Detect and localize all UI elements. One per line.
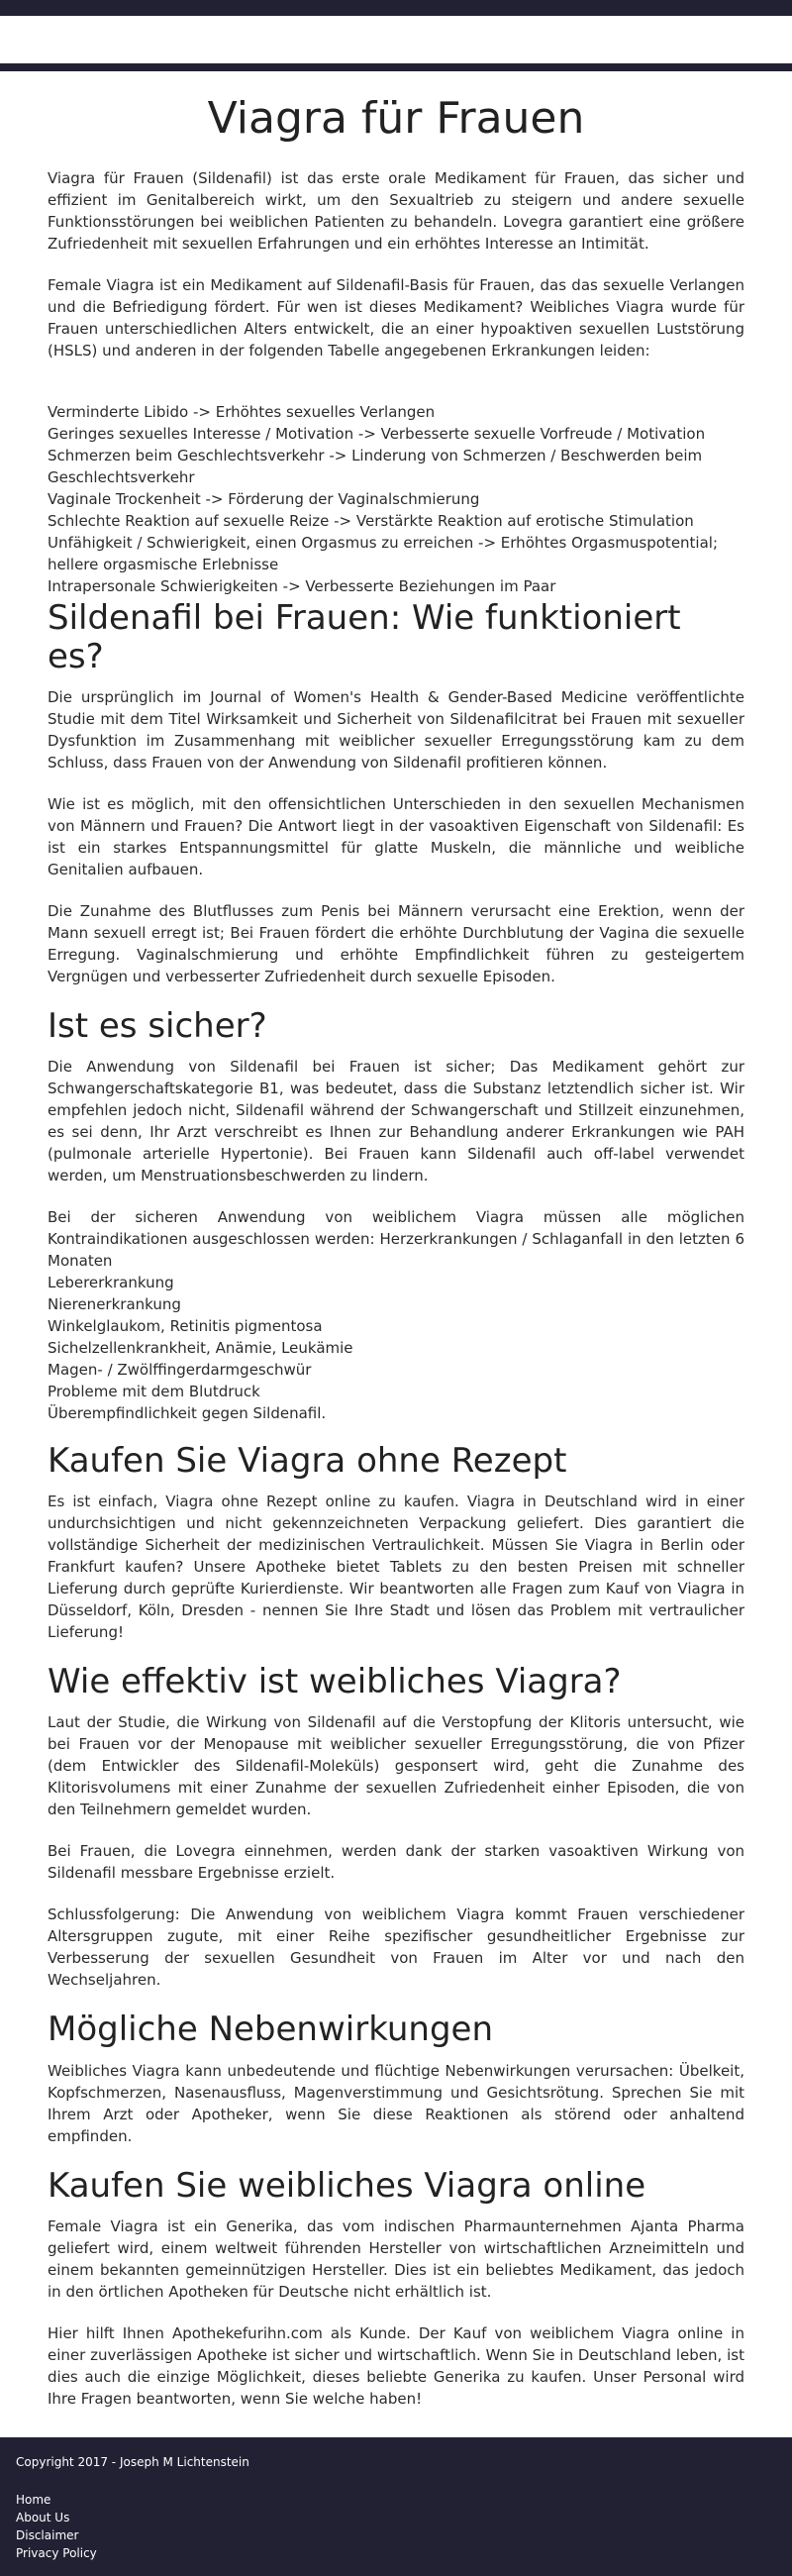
condition-item: Unfähigkeit / Schwierigkeit, einen Orgasmus zu erreichen -> Erhöhtes Orgasmuspotential; hellere orgasmische Erlebnisse xyxy=(48,534,719,573)
section-heading-buy-without-prescription: Kaufen Sie Viagra ohne Rezept xyxy=(48,1441,567,1482)
condition-item: Intrapersonale Schwierigkeiten -> Verbesserte Beziehungen im Paar xyxy=(48,577,556,595)
intro-paragraph: Viagra für Frauen (Sildenafil) ist das erste orale Medikament für Frauen, das sicher und effizient im Genitalbereich wirkt, um den Sexualtrieb zu steigern und andere sexuelle Funktionsstörungen bei weiblichen Patienten zu behandeln. Lovegra garantiert eine größere Zufriedenheit mit sexuellen Erfahrungen und ein erhöhtes Interesse an Intimität. xyxy=(48,169,744,253)
footer-link-privacy-policy[interactable]: Privacy Policy xyxy=(16,2545,97,2560)
section-paragraph: Die ursprünglich im Journal of Women's Health & Gender-Based Medicine veröffentlichte Studie mit dem Titel Wirksamkeit und Sicherheit von Sildenafilcitrat bei Frauen mit sexueller Dysfunktion im Zusammenhang mit weiblicher sexueller Erregungsstörung kam zu dem Schluss, dass Frauen von der Anwendung von Sildenafil profitieren können. xyxy=(48,688,744,773)
contraindications-list xyxy=(48,1206,744,1424)
conditions-list xyxy=(48,401,744,597)
section-paragraph: Schlussfolgerung: Die Anwendung von weiblichem Viagra kommt Frauen verschiedener Altersgruppen zugute, mit einer Reihe spezifischer gesundheitlicher Ergebnisse zur Verbesserung der sexuellen Gesundheit von Frauen im Alter vor und nach den Wechseljahren. xyxy=(48,1906,744,1990)
section-heading-side-effects: Mögliche Nebenwirkungen xyxy=(48,2009,494,2050)
top-bar xyxy=(0,0,792,16)
section-paragraph: Es ist einfach, Viagra ohne Rezept online zu kaufen. Viagra in Deutschland wird in einer undurchsichtigen und nicht gekennzeichneten Verpackung geliefert. Dies garantiert die vollständige Sicherheit der medizinischen Vertraulichkeit. Müssen Sie Viagra in Berlin oder Frankfurt kaufen? Unsere Apotheke bietet Tablets zu den besten Preisen mit schneller Lieferung durch geprüfte Kurierdienste. Wir beantworten alle Fragen zum Kauf von Viagra in Düsseldorf, Köln, Dresden - nennen Sie Ihre Stadt und lösen das Problem mit vertraulicher Lieferung! xyxy=(48,1493,744,1642)
section-paragraph: Bei Frauen, die Lovegra einnehmen, werden dank der starken vasoaktiven Wirkung von Sildenafil messbare Ergebnisse erzielt. xyxy=(48,1842,744,1883)
contraindication-item: Probleme mit dem Blutdruck xyxy=(48,1383,260,1401)
header-divider xyxy=(0,63,792,71)
section-heading-buy-online: Kaufen Sie weibliches Viagra online xyxy=(48,2165,646,2206)
footer-link-home[interactable]: Home xyxy=(16,2492,51,2507)
site-footer xyxy=(0,2437,792,2576)
contraindication-item: Lebererkrankung xyxy=(48,1274,174,1292)
section-paragraph: Weibliches Viagra kann unbedeutende und flüchtige Nebenwirkungen verursachen: Übelkeit, Kopfschmerzen, Nasenausfluss, Magenverstimmung und Gesichtsrötung. Sprechen Sie mit Ihrem Arzt oder Apotheker, wenn Sie diese Reaktionen als störend oder anhaltend empfinden. xyxy=(48,2061,744,2145)
intro-paragraph: Female Viagra ist ein Medikament auf Sildenafil-Basis für Frauen, das das sexuelle Verlangen und die Befriedigung fördert. Für wen ist dieses Medikament? Weibliches Viagra wurde für Frauen unterschiedlichen Alters entwickelt, die an einer hypoaktiven sexuellen Luststörung (HSLS) und anderen in der folgenden Tabelle angegebenen Erkrankungen leiden: xyxy=(48,276,744,360)
contraindication-item: Sichelzellenkrankheit, Anämie, Leukämie xyxy=(48,1339,353,1358)
copyright-text: Copyright 2017 - Joseph M Lichtenstein xyxy=(16,2454,249,2469)
section-heading-safety: Ist es sicher? xyxy=(48,1006,267,1047)
contraindication-item: Nierenerkrankung xyxy=(48,1295,181,1314)
condition-item: Schlechte Reaktion auf sexuelle Reize -> Verstärkte Reaktion auf erotische Stimulation xyxy=(48,512,694,530)
contraindication-item: Winkelglaukom, Retinitis pigmentosa xyxy=(48,1317,323,1336)
section-paragraph: Hier hilft Ihnen Apothekefurihn.com als Kunde. Der Kauf von weiblichem Viagra online in einer zuverlässigen Apotheke ist sicher und wirtschaftlich. Wenn Sie in Deutschland leben, ist dies auch die einzige Möglichkeit, dieses beliebte Generika zu kaufen. Unser Personal wird Ihre Fragen beantworten, wenn Sie welche haben! xyxy=(48,2323,744,2408)
section-paragraph: Die Anwendung von Sildenafil bei Frauen ist sicher; Das Medikament gehört zur Schwangerschaftskategorie B1, was bedeutet, dass die Substanz letztendlich sicher ist. Wir empfehlen jedoch nicht, Sildenafil während der Schwangerschaft und Stillzeit einzunehmen, es sei denn, Ihr Arzt verschreibt es Ihnen zur Behandlung anderer Erkrankungen wie PAH (pulmonale arterielle Hypertonie). Bei Frauen kann Sildenafil auch off-label verwendet werden, um Menstruationsbeschwerden zu lindern. xyxy=(48,1058,744,1185)
condition-item: Geringes sexuelles Interesse / Motivation -> Verbesserte sexuelle Vorfreude / Motivation xyxy=(48,425,706,443)
section-paragraph: Die Zunahme des Blutflusses zum Penis bei Männern verursacht eine Erektion, wenn der Mann sexuell erregt ist; Bei Frauen fördert die erhöhte Durchblutung der Vagina die sexuelle Erregung. Vaginalschmierung und erhöhte Empfindlichkeit führen zu gesteigertem Vergnügen und verbesserter Zufriedenheit durch sexuelle Episoden. xyxy=(48,902,744,986)
contraindication-item: Magen- / Zwölffingerdarmgeschwür xyxy=(48,1361,312,1380)
section-heading-effectiveness: Wie effektiv ist weibliches Viagra? xyxy=(48,1662,622,1702)
footer-link-disclaimer[interactable]: Disclaimer xyxy=(16,2527,79,2542)
contraindications-intro: Bei der sicheren Anwendung von weiblichem Viagra müssen alle möglichen Kontraindikationen ausgeschlossen werden: Herzerkrankungen / Schlaganfall in den letzten 6 Monaten xyxy=(48,1208,744,1271)
condition-item: Vaginale Trockenheit -> Förderung der Vaginalschmierung xyxy=(48,490,480,508)
section-heading-how-it-works: Sildenafil bei Frauen: Wie funktioniert es? xyxy=(48,598,681,677)
site-header xyxy=(0,16,792,63)
condition-item: Verminderte Libido -> Erhöhtes sexuelles Verlangen xyxy=(48,403,436,421)
condition-item: Schmerzen beim Geschlechtsverkehr -> Linderung von Schmerzen / Beschwerden beim Geschlechtsverkehr xyxy=(48,447,703,486)
article xyxy=(0,93,792,2437)
section-paragraph: Female Viagra ist ein Generika, das vom indischen Pharmaunternehmen Ajanta Pharma geliefert wird, einem weltweit führenden Hersteller von wirtschaftlichen Arzneimitteln und einem bekannten gemeinnützigen Hersteller. Dies ist ein beliebtes Medikament, das jedoch in den örtlichen Apotheken für Deutsche nicht erhältlich ist. xyxy=(48,2216,744,2301)
contraindication-item: Überempfindlichkeit gegen Sildenafil. xyxy=(48,1404,327,1423)
footer-link-about-us[interactable]: About Us xyxy=(16,2510,70,2524)
page-title: Viagra für Frauen xyxy=(207,93,585,144)
section-paragraph: Wie ist es möglich, mit den offensichtlichen Unterschieden in den sexuellen Mechanismen von Männern und Frauen? Die Antwort liegt in der vasoaktiven Eigenschaft von Sildenafil: Es ist ein starkes Entspannungsmittel für glatte Muskeln, die männliche und weibliche Genitalien aufbauen. xyxy=(48,795,744,879)
section-paragraph: Laut der Studie, die Wirkung von Sildenafil auf die Verstopfung der Klitoris untersucht, wie bei Frauen vor der Menopause mit weiblicher sexueller Erregungsstörung, die von Pfizer (dem Entwickler des Sildenafil-Moleküls) gesponsert wird, geht die Zunahme des Klitorisvolumens mit einer Zunahme der sexuellen Zufriedenheit einher Episoden, die von den Teilnehmern gemeldet wurden. xyxy=(48,1713,744,1819)
